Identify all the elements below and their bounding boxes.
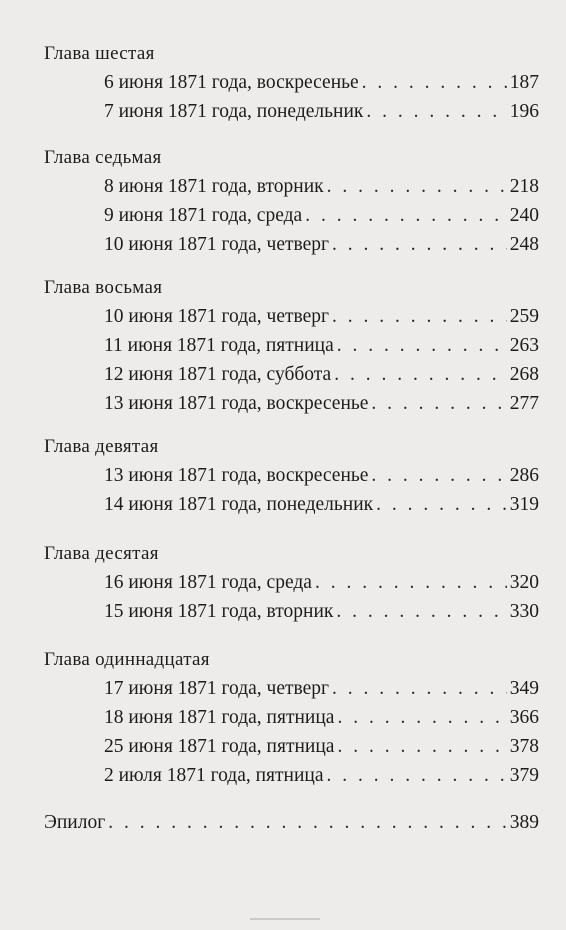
chapter-title: Глава шестая [44,43,155,64]
entry-text: 15 июня 1871 года, вторник [104,601,334,622]
toc-entry[interactable] [104,201,539,230]
toc-entry[interactable] [104,68,539,97]
entry-text: 25 июня 1871 года, пятница [104,736,335,757]
entry-text: 13 июня 1871 года, воскресенье [104,465,369,486]
toc-entry[interactable] [104,360,539,389]
dot-leader [337,703,506,732]
toc-entry[interactable] [104,703,539,732]
page-number: 196 [509,101,539,122]
dot-leader [305,201,507,230]
toc-entry[interactable] [104,568,539,597]
dot-leader [366,97,506,126]
entry-text: 2 июля 1871 года, пятница [104,765,324,786]
page-number: 379 [509,765,539,786]
toc-entry[interactable] [104,597,539,626]
entry-text: 16 июня 1871 года, среда [104,572,312,593]
page-number: 187 [509,72,539,93]
dot-leader [327,761,507,790]
entry-text: 7 июня 1871 года, понедельник [104,101,364,122]
page-number: 286 [509,465,539,486]
toc-entry-epilogue[interactable] [44,808,539,838]
dot-leader [337,331,507,360]
chapter-9 [44,433,539,519]
page-number: 263 [509,335,539,356]
entry-text: 10 июня 1871 года, четверг [104,234,330,255]
chapter-title: Глава девятая [44,436,159,457]
page-number: 330 [509,601,539,622]
chapter-10 [44,540,539,626]
page-number: 240 [509,205,539,226]
dot-leader [371,389,506,418]
dot-leader [332,302,507,331]
page-number: 320 [509,572,539,593]
chapter-title: Глава восьмая [44,277,163,298]
toc-entry[interactable] [104,97,539,126]
toc-entry[interactable] [104,761,539,790]
entry-text: 17 июня 1871 года, четверг [104,678,330,699]
page-number: 389 [509,812,539,833]
dot-leader [337,732,506,761]
page-number: 366 [509,707,539,728]
entry-text: 8 июня 1871 года, вторник [104,176,324,197]
page-edge-mark [250,918,320,920]
toc-entry[interactable] [104,230,539,259]
page-number: 218 [509,176,539,197]
toc-entry[interactable] [104,172,539,201]
dot-leader [315,568,507,597]
epilogue-label: Эпилог [44,812,106,833]
page-number: 268 [509,364,539,385]
chapter-8 [44,274,539,418]
dot-leader [376,490,507,519]
chapter-11 [44,646,539,790]
chapter-title: Глава одиннадцатая [44,649,210,670]
entry-text: 14 июня 1871 года, понедельник [104,494,374,515]
toc-entry[interactable] [104,302,539,331]
dot-leader [362,68,507,97]
chapter-7 [44,144,539,259]
dot-leader [332,674,507,703]
entry-text: 6 июня 1871 года, воскресенье [104,72,359,93]
entry-text: 18 июня 1871 года, пятница [104,707,335,728]
dot-leader [371,461,506,490]
page-number: 378 [509,736,539,757]
dot-leader [332,230,507,259]
toc-entry[interactable] [104,389,539,418]
chapter-title: Глава седьмая [44,147,162,168]
toc-entry[interactable] [104,461,539,490]
page-number: 277 [509,393,539,414]
entry-text: 11 июня 1871 года, пятница [104,335,334,356]
entry-text: 12 июня 1871 года, суббота [104,364,332,385]
page-number: 349 [509,678,539,699]
toc-entry[interactable] [104,490,539,519]
dot-leader [108,808,507,838]
page-number: 319 [509,494,539,515]
dot-leader [327,172,507,201]
toc-entry[interactable] [104,732,539,761]
dot-leader [334,360,507,389]
entry-text: 13 июня 1871 года, воскресенье [104,393,369,414]
chapter-6 [44,40,539,126]
page-number: 248 [509,234,539,255]
chapter-title: Глава десятая [44,543,159,564]
dot-leader [336,597,506,626]
toc-entry[interactable] [104,331,539,360]
entry-text: 9 июня 1871 года, среда [104,205,303,226]
page-number: 259 [509,306,539,327]
entry-text: 10 июня 1871 года, четверг [104,306,330,327]
toc-entry[interactable] [104,674,539,703]
